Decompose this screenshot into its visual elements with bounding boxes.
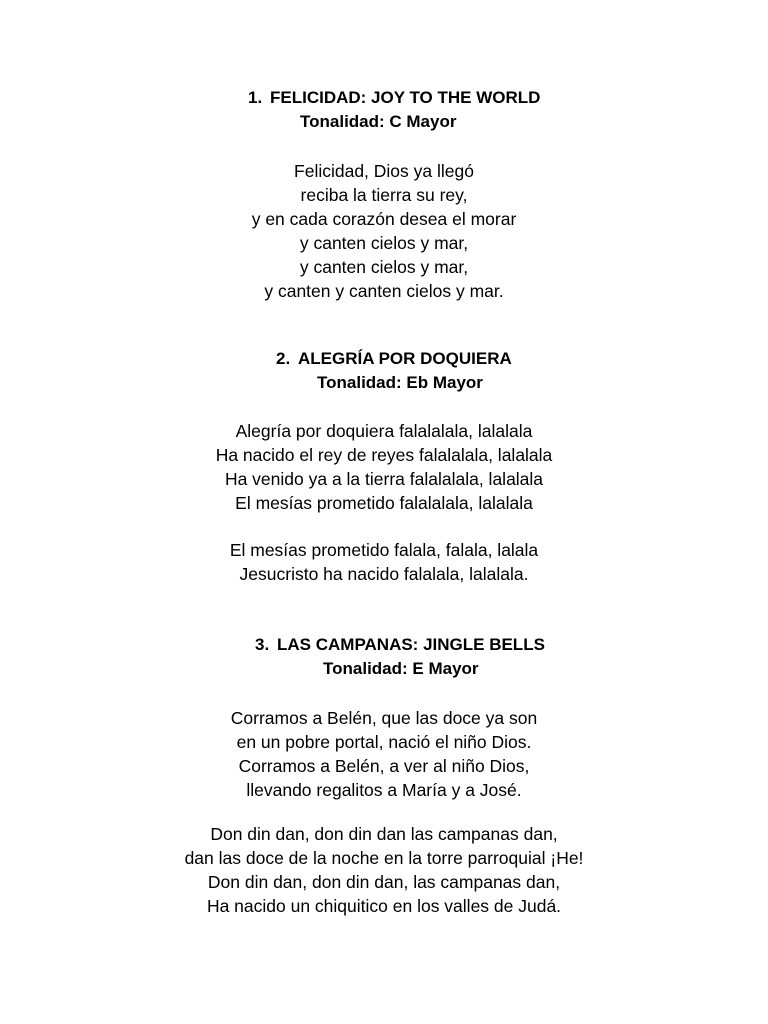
lyric-line: Alegría por doquiera falalalala, lalalala — [235, 421, 533, 441]
lyric-line: Corramos a Belén, que las doce ya son — [230, 708, 538, 728]
song-2-title-text: ALEGRÍA POR DOQUIERA — [298, 349, 512, 368]
lyric-line: y canten cielos y mar, — [299, 257, 469, 277]
lyric-line: El mesías prometido falala, falala, lalala — [229, 540, 539, 560]
song-1-stanza-1 — [0, 159, 768, 303]
song-3-key: Tonalidad: E Mayor — [323, 659, 479, 678]
lyric-line: dan las doce de la noche en la torre parroquial ¡He! — [184, 848, 584, 868]
song-1-title — [248, 86, 540, 110]
lyric-line: y canten cielos y mar, — [299, 233, 469, 253]
song-3-stanza-1 — [0, 706, 768, 802]
lyric-line: Ha nacido un chiquitico en los valles de Judá. — [206, 896, 562, 916]
song-2-stanza-2 — [0, 538, 768, 586]
song-2-number: 2. — [276, 349, 291, 368]
song-1-title-text: FELICIDAD: JOY TO THE WORLD — [270, 88, 541, 107]
song-2-key: Tonalidad: Eb Mayor — [317, 373, 483, 392]
lyric-line: y canten y canten cielos y mar. — [264, 281, 504, 301]
song-2-stanza-1 — [0, 419, 768, 515]
lyric-line: Jesucristo ha nacido falalala, lalalala. — [239, 564, 529, 584]
lyric-line: llevando regalitos a María y a José. — [246, 780, 522, 800]
lyric-line: Ha nacido el rey de reyes falalalala, lalalala — [215, 445, 553, 465]
lyric-line: Don din dan, don din dan, las campanas dan, — [207, 872, 561, 892]
lyric-line: Corramos a Belén, a ver al niño Dios, — [238, 756, 530, 776]
lyric-line: reciba la tierra su rey, — [300, 185, 468, 205]
lyric-line: El mesías prometido falalalala, lalalala — [235, 493, 533, 513]
lyric-line: en un pobre portal, nació el niño Dios. — [236, 732, 532, 752]
song-3-title-text: LAS CAMPANAS: JINGLE BELLS — [277, 635, 545, 654]
lyric-line: Felicidad, Dios ya llegó — [294, 161, 474, 181]
song-3-number: 3. — [255, 635, 270, 654]
song-3-stanza-2 — [0, 822, 768, 918]
song-1-key: Tonalidad: C Mayor — [300, 112, 457, 131]
song-2-title — [276, 347, 512, 371]
song-1-number: 1. — [248, 88, 263, 107]
lyric-line: Ha venido ya a la tierra falalalala, lalalala — [224, 469, 544, 489]
lyric-line: Don din dan, don din dan las campanas dan, — [210, 824, 558, 844]
song-3-title — [255, 633, 545, 657]
lyric-line: y en cada corazón desea el morar — [251, 209, 517, 229]
